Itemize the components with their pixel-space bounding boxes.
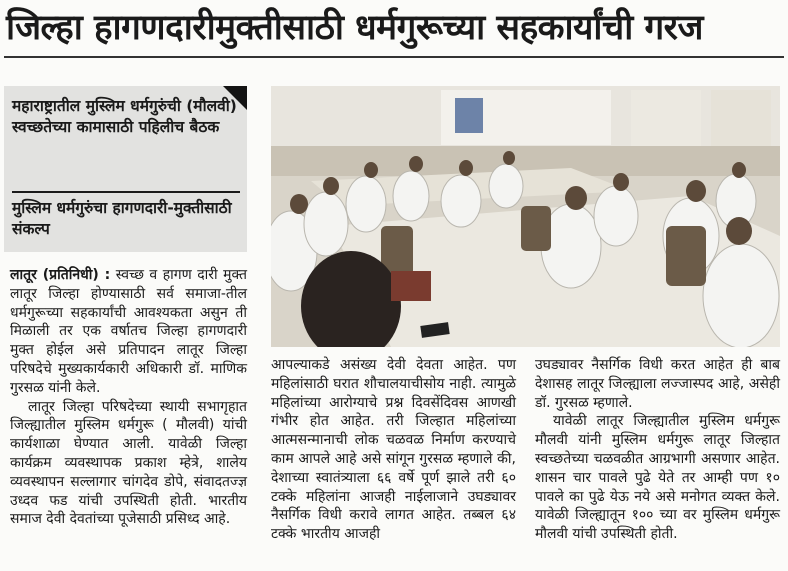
meeting-photo [271,86,780,347]
headline-rule [4,56,784,58]
paragraph-5: यावेळी लातूर जिल्ह्यातील मुस्लिम धर्मगुरू मौलवी यांनी मुस्लिम धर्मगुरू लातूर जिल्हात स्वच्छतेच्या चळवळीत आग्रभागी असणार आहेत. शासन चार पावले पुढे येते तर आम्ही पण १० पावले का पुढे येऊ नये असे मनोगत व्यक्त केले. यावेळी जिल्ह्यातून १०० च्या वर मुस्लिम धर्मगुरू मौलवी यांची उपस्थिती होती. [535,413,780,543]
highlight-point-1: महाराष्ट्रातील मुस्लिम धर्मगुरुंची (मौलवी) स्वच्छतेच्या कामासाठी पहिलीच बैठक [12,97,237,136]
dateline: लातूर (प्रतिनिधी) : [10,267,111,283]
highlight-divider [12,191,240,193]
headline: जिल्हा हागणदारीमुक्तीसाठी धर्मगुरूच्या सहकार्यांची गरज [6,8,703,48]
column-2 [271,356,516,544]
column-3 [535,356,780,544]
paragraph-4: उघड्यावर नैसर्गिक विधी करत आहेत ही बाब देशासह लातूर जिल्ह्याला लज्जास्पद आहे, असेही डॉ. गुरसळ म्हणाले. [535,357,780,411]
paragraph-1 [10,266,247,398]
paragraph-3: आपल्याकडे असंख्य देवी देवता आहेत. पण महिलांसाठी घरात शौचालयाचीसोय नाही. त्यामुळे महिलांच्या आरोग्याचे प्रश्न दिवसेंदिवस आणखी गंभीर होत आहेत. तरी जिल्हात महिलांच्या आत्मसन्मानाची लोक चळवळ निर्माण करण्याचे काम आपले आहे असे सांगून गुरसळ म्हणाले की, देशाच्या स्वातंत्र्याला ६६ वर्षे पूर्ण झाले तरी ६० टक्के महिलांना आजही नाईलाजाने उघड्यावर नैसर्गिक विधी करावे लागत आहेत. तब्बल ६४ टक्के भारतीय आजही [271,357,516,543]
column-1 [10,266,247,529]
meeting-photo-illustration [271,86,780,347]
highlights-box [4,86,247,252]
highlight-point-2: मुस्लिम धर्मगुरुंचा हागणदारी-मुक्तीसाठी संकल्प [12,199,232,238]
paragraph-2: लातूर जिल्हा परिषदेच्या स्थायी सभागृहात जिल्ह्यातील मुस्लिम धर्मगुरू ( मौलवी) यांची कार्यशाळा घेण्यात आली. यावेळी जिल्हा कार्यक्रम व्यवस्थापक प्रकाश म्हेत्रे, शालेय व्यवस्थापन सल्लागार चांगदेव डोपे, संवादतज्ज्ञ उध्दव फड यांची उपस्थिती होती. भारतीय समाज देवी देवतांच्या पूजेसाठी प्रसिध्द आहे. [10,398,247,528]
paragraph-1-text: स्वच्छ व हागण दारी मुक्त लातूर जिल्हा होण्यासाठी सर्व समाजा-तील धर्मगुरूच्या सहकार्यांची आवश्यकता असुन ती मिळाली तर एक वर्षातच जिल्हा हागणदारी मुक्त होईल असे प्रतिपादन लातूर जिल्हा परिषदेचे मुख्यकार्यकारी अधिकारी डॉ. माणिक गुरसळ यांनी केले. [10,267,248,396]
